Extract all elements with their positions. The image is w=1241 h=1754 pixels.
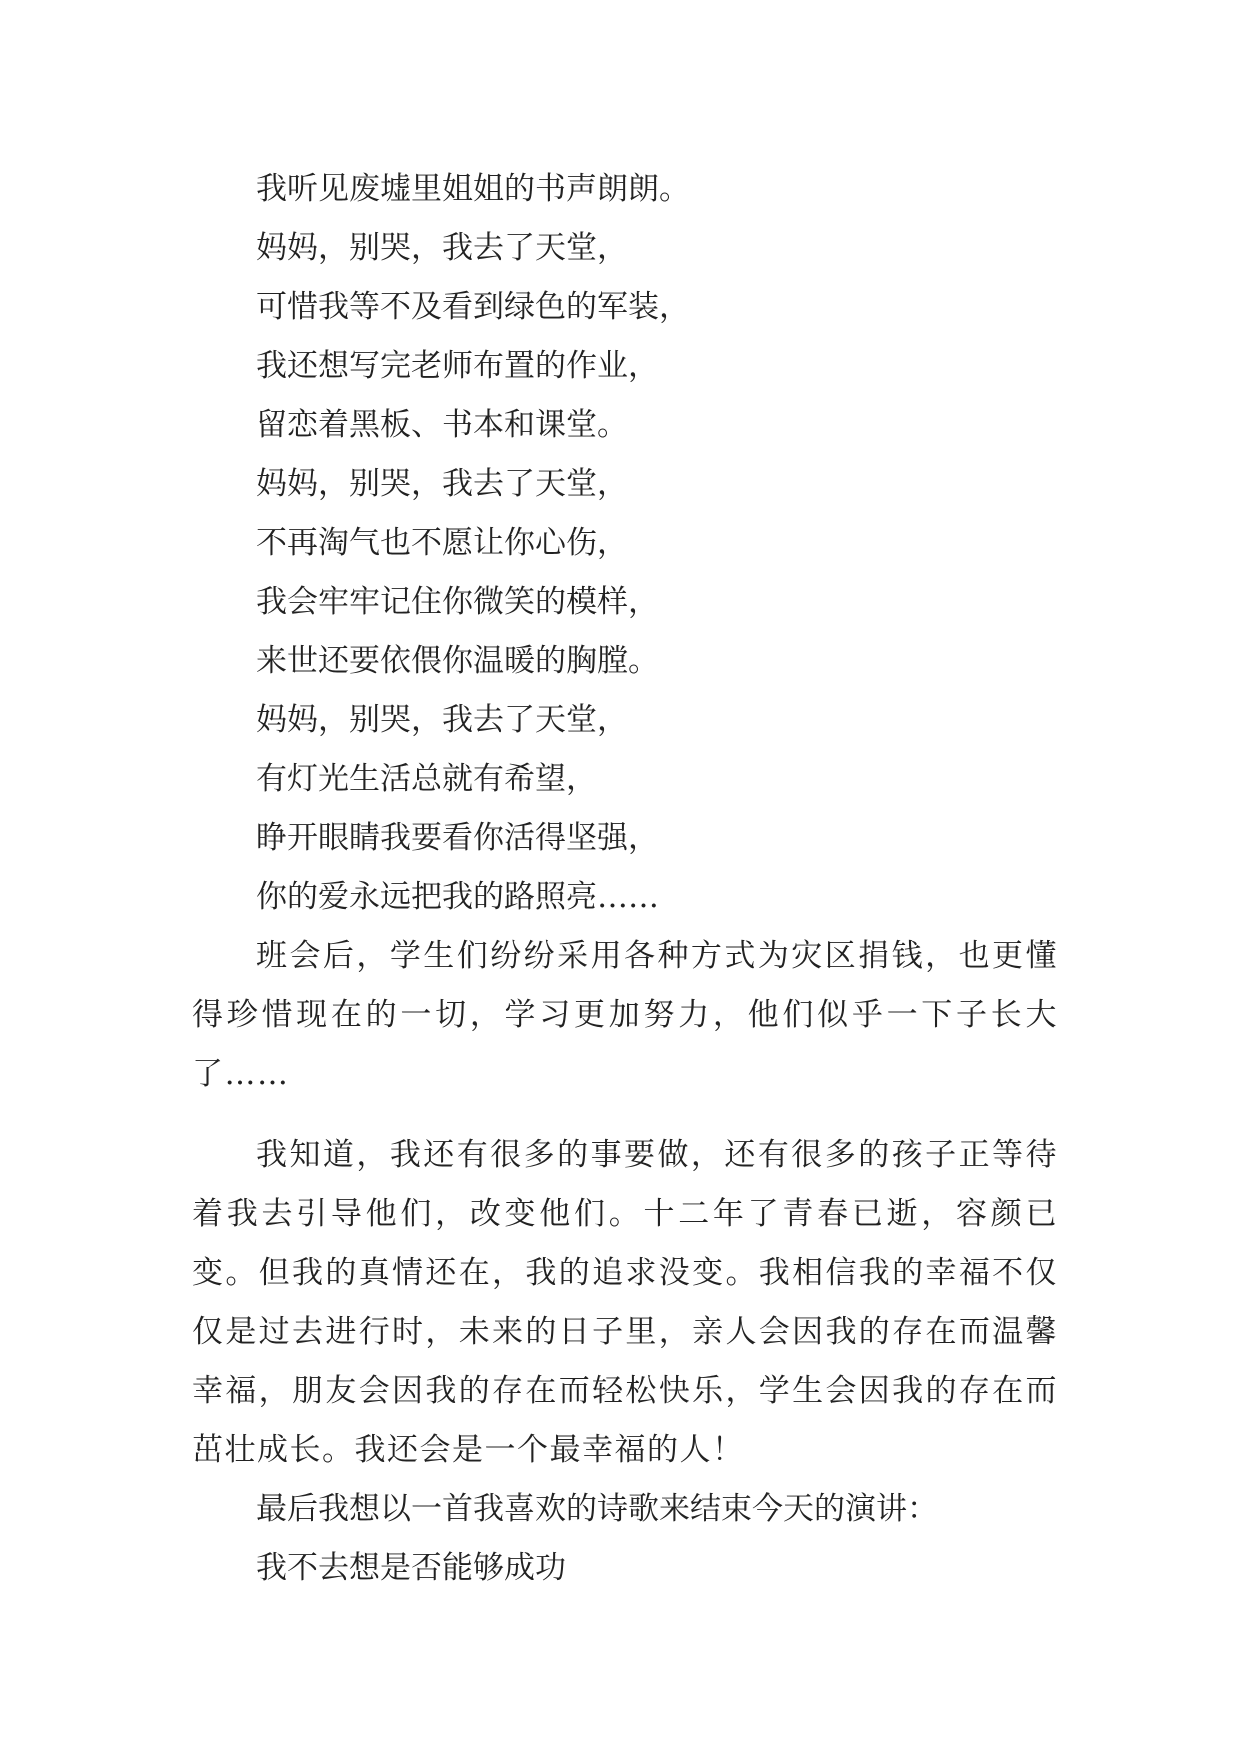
poem-line: 不再淘气也不愿让你心伤， [256, 525, 628, 561]
document-body [192, 160, 1058, 1598]
poem-line: 妈妈，别哭，我去了天堂， [256, 466, 628, 502]
poem-line: 睁开眼睛我要看你活得坚强， [256, 820, 659, 856]
poem-line: 妈妈，别哭，我去了天堂， [256, 702, 628, 738]
final-poem-line: 我不去想是否能够成功 [256, 1550, 566, 1586]
paragraph-after-class: 班会后，学生们纷纷采用各种方式为灾区捐钱，也更懂得珍惜现在的一切，学习更加努力，他们似乎一下子长大了…… [192, 938, 1058, 1092]
poem-line: 妈妈，别哭，我去了天堂， [256, 230, 628, 266]
closing-intro: 最后我想以一首我喜欢的诗歌来结束今天的演讲： [256, 1491, 938, 1527]
poem-line: 来世还要依偎你温暖的胸膛。 [256, 643, 659, 679]
poem-line: 我还想写完老师布置的作业， [256, 348, 659, 384]
poem-line: 我会牢牢记住你微笑的模样， [256, 584, 659, 620]
poem-line: 有灯光生活总就有希望， [256, 761, 597, 797]
poem-line: 你的爱永远把我的路照亮…… [256, 879, 659, 915]
paragraph-i-know: 我知道，我还有很多的事要做，还有很多的孩子正等待着我去引导他们，改变他们。十二年了青春已逝，容颜已变。但我的真情还在，我的追求没变。我相信我的幸福不仅仅是过去进行时，未来的日子里，亲人会因我的存在而温馨幸福，朋友会因我的存在而轻松快乐，学生会因我的存在而茁壮成长。我还会是一个最幸福的人！ [192, 1137, 1058, 1468]
poem-line: 可惜我等不及看到绿色的军装， [256, 289, 690, 325]
poem-line: 留恋着黑板、书本和课堂。 [256, 407, 628, 443]
poem-line: 我听见废墟里姐姐的书声朗朗。 [256, 171, 690, 207]
